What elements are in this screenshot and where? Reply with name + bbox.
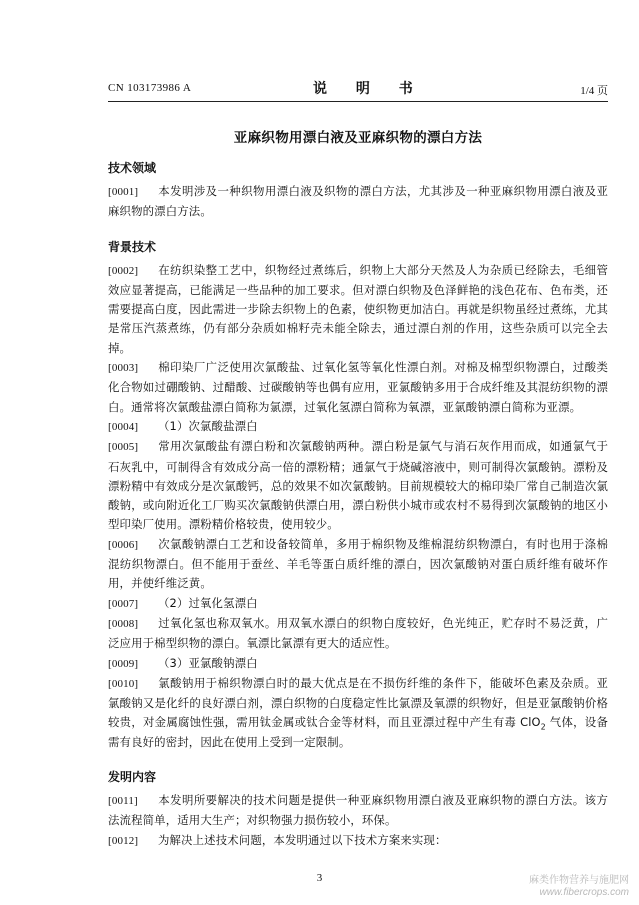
paragraph-0005 bbox=[108, 437, 608, 534]
paragraph-text: 在纺织染整工艺中，织物经过煮练后，织物上大部分天然及人为杂质已经除去，毛细管效应显著提高，已能满足一些品种的加工要求。但对漂白织物及色泽鲜艳的浅色花布、色布类，还需要提高白度，因此需进一步除去织物上的色素，使织物更加洁白。再就是织物虽经过煮练，尤其是常压汽蒸煮练，仍有部分杂质如棉籽壳未能全除去，通过漂白剂的作用，这些杂质可以完全去掉。 bbox=[108, 262, 608, 355]
patent-title: 亚麻织物用漂白液及亚麻织物的漂白方法 bbox=[233, 130, 483, 146]
paragraph-number: [0001] bbox=[108, 186, 139, 198]
paragraph-0008 bbox=[108, 614, 608, 654]
paragraph-number: [0012] bbox=[108, 834, 139, 847]
paragraph-0004 bbox=[108, 417, 608, 437]
paragraph-number: [0004] bbox=[108, 420, 139, 433]
paragraph-number: [0005] bbox=[108, 441, 139, 454]
header-rule bbox=[108, 101, 608, 102]
paragraph-number: [0002] bbox=[108, 264, 139, 277]
page-header bbox=[108, 80, 608, 98]
document-type-title: 说 明 书 bbox=[313, 81, 425, 97]
paragraph-text: 次氯酸钠漂白工艺和设备较简单，多用于棉织物及维棉混纺织物漂白，有时也用于涤棉混纺织物漂白。但不能用于蚕丝、羊毛等蛋白质纤维的漂白，因次氯酸钠对蛋白质纤维有破坏作用，并使纤维泛黄。 bbox=[108, 536, 608, 591]
paragraph-0003 bbox=[108, 358, 608, 417]
section-heading-tech-field: 技术领域 bbox=[108, 161, 157, 175]
paragraph-text: 为解决上述技术问题，本发明通过以下技术方案来实现： bbox=[158, 832, 447, 847]
paragraph-number: [0006] bbox=[108, 538, 139, 551]
paragraph-number: [0007] bbox=[108, 597, 139, 610]
paragraph-number: [0010] bbox=[108, 677, 139, 690]
paragraph-text: 本发明涉及一种织物用漂白液及织物的漂白方法，尤其涉及一种亚麻织物用漂白液及亚麻织物的漂白方法。 bbox=[108, 184, 608, 219]
paragraph-text: 棉印染厂广泛使用次氯酸盐、过氧化氢等氧化性漂白剂。对棉及棉型织物漂白，过酸类化合物如过硼酸钠、过醋酸、过碳酸钠等也偶有应用，亚氯酸钠多用于合成纤维及其混纺织物的漂白。通常将次氯酸盐漂白简称为氯漂，过氧化氢漂白简称为氧漂，亚氯酸钠漂白简称为亚漂。 bbox=[108, 360, 608, 414]
paragraph-text: 氯酸钠用于棉织物漂白时的最大优点是在不损伤纤维的条件下，能破坏色素及杂质。亚氯酸钠又是化纤的良好漂白剂，漂白织物的白度稳定性比氯漂及氧漂的织物好，但是亚氯酸钠价格较贵，对金属腐蚀性强，需用钛金属或钛合金等材料，而且亚漂过程中产生有毒 ClO bbox=[108, 675, 608, 730]
paragraph-0011 bbox=[108, 791, 608, 831]
paragraph-0007 bbox=[108, 594, 608, 614]
subscript: 2 bbox=[540, 722, 546, 732]
paragraph-number: [0008] bbox=[108, 617, 139, 630]
paragraph-text: 本发明所要解决的技术问题是提供一种亚麻织物用漂白液及亚麻织物的漂白方法。该方法流程简单，适用大生产；对织物强力损伤较小，环保。 bbox=[108, 793, 608, 828]
watermark-url: www.fibercrops.com bbox=[539, 887, 629, 898]
paragraph-text: （3）亚氯酸钠漂白 bbox=[158, 655, 258, 670]
paragraph-text: （2）过氧化氢漂白 bbox=[158, 595, 258, 610]
publication-number: CN 103173986 A bbox=[108, 82, 192, 94]
section-heading-background: 背景技术 bbox=[108, 239, 157, 254]
paragraph-number: [0011] bbox=[108, 795, 138, 808]
paragraph-0002 bbox=[108, 261, 608, 358]
paragraph-0006 bbox=[108, 535, 608, 594]
paragraph-0009 bbox=[108, 654, 608, 674]
watermark-text: 麻类作物营养与施肥网 bbox=[529, 875, 629, 886]
paragraph-number: [0003] bbox=[108, 362, 139, 375]
paragraph-text: （1）次氯酸盐漂白 bbox=[158, 418, 258, 433]
document-body bbox=[108, 160, 608, 851]
paragraph-0001 bbox=[108, 182, 608, 222]
paragraph-number: [0009] bbox=[108, 657, 139, 670]
section-heading-summary: 发明内容 bbox=[108, 770, 157, 785]
paragraph-text: 过氧化氢也称双氧水。用双氧水漂白的织物白度较好，色光纯正，贮存时不易泛黄，广泛应用于棉型织物的漂白。氧漂比氯漂有更大的适应性。 bbox=[108, 615, 608, 651]
paragraph-text-continued: 气体，设备需有良好的密封，因此在使用上受到一定限制。 bbox=[108, 715, 608, 749]
page-info: 1/4 页 bbox=[580, 85, 608, 97]
page-number: 3 bbox=[316, 872, 323, 884]
paragraph-0012 bbox=[108, 831, 608, 851]
paragraph-0010 bbox=[108, 674, 608, 752]
watermark bbox=[529, 875, 629, 899]
paragraph-text: 常用次氯酸盐有漂白粉和次氯酸钠两种。漂白粉是氯气与消石灰作用而成，如通氯气于石灰乳中，可制得含有效成分高一倍的漂粉精；通氯气于烧碱溶液中，则可制得次氯酸钠。漂粉及漂粉精中有效成分是次氯酸钙，总的效果不如次氯酸钠。目前规模较大的棉印染厂常自己制造次氯酸钠，或向附近化工厂购买次氯酸钠供漂白用，漂白粉供小城市或农村不易得到次氯酸钠的地区小型印染厂使用。漂粉精价格较贵，使用较少。 bbox=[108, 439, 608, 532]
